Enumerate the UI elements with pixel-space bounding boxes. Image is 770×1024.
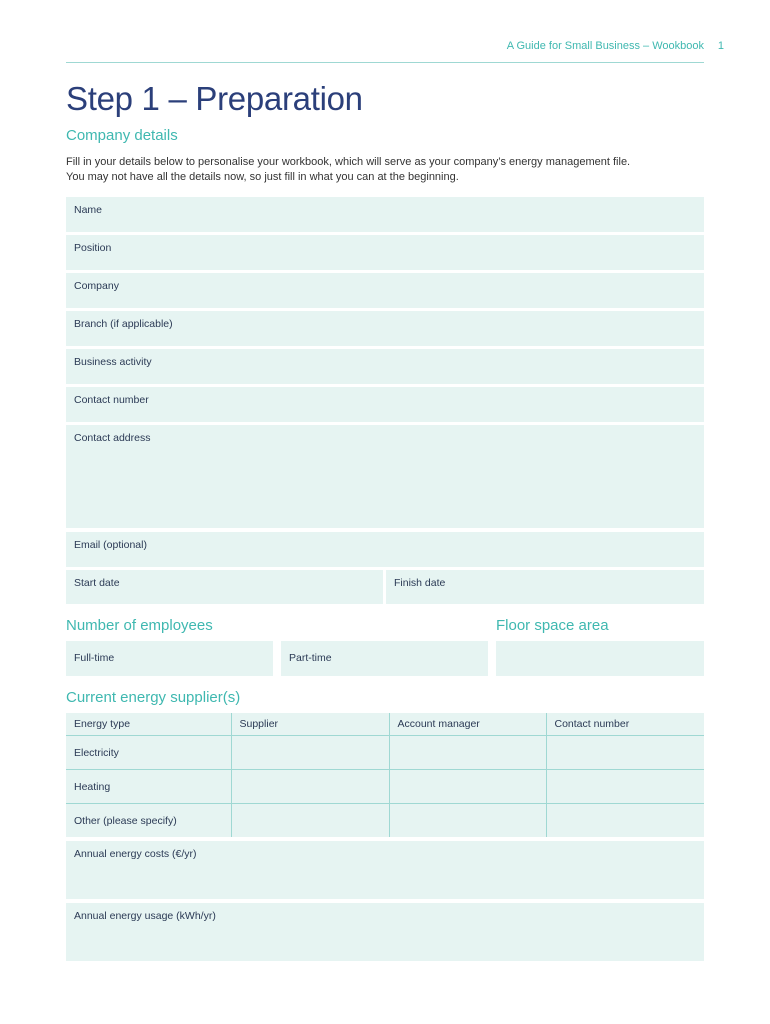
annual-usage-field[interactable] [66,903,704,961]
annual-usage-label: Annual energy usage (kWh/yr) [74,910,216,922]
company-label: Company [74,280,119,292]
business-activity-label: Business activity [74,356,152,368]
contact-number-field[interactable] [66,387,704,422]
table-cell[interactable] [231,804,389,838]
column-header: Contact number [546,713,704,736]
intro-line-2: You may not have all the details now, so just fill in what you can at the beginning. [66,171,459,183]
contact-number-label: Contact number [74,394,149,406]
contact-address-label: Contact address [74,432,151,444]
email-label: Email (optional) [74,539,147,551]
employees-heading: Number of employees [66,617,213,634]
name-label: Name [74,204,103,216]
table-row [66,736,704,770]
company-field[interactable] [66,273,704,308]
header-divider [66,62,704,63]
table-row [66,804,704,838]
table-cell[interactable] [546,804,704,838]
position-label: Position [74,242,112,254]
finish-date-field[interactable] [386,570,704,604]
table-cell[interactable] [231,736,389,770]
page-number: 1 [717,40,724,52]
floor-space-heading: Floor space area [496,617,609,634]
column-header: Account manager [389,713,546,736]
email-field[interactable] [66,532,704,567]
row-label: Heating [66,770,231,804]
contact-address-field[interactable] [66,425,704,528]
table-cell[interactable] [389,736,546,770]
branch-label: Branch (if applicable) [74,318,173,330]
name-field[interactable] [66,197,704,232]
table-header-row [66,713,704,736]
suppliers-heading: Current energy supplier(s) [66,689,241,706]
full-time-field[interactable] [66,641,273,676]
table-cell[interactable] [546,770,704,804]
full-time-label: Full-time [74,652,115,664]
row-label: Other (please specify) [66,804,231,838]
row-label: Electricity [66,736,231,770]
company-details-heading: Company details [66,127,178,144]
start-date-field[interactable] [66,570,383,604]
table-cell[interactable] [389,770,546,804]
finish-date-label: Finish date [394,577,446,589]
table-row [66,770,704,804]
floor-space-field[interactable] [496,641,704,676]
branch-field[interactable] [66,311,704,346]
business-activity-field[interactable] [66,349,704,384]
column-header: Energy type [66,713,231,736]
position-field[interactable] [66,235,704,270]
table-cell[interactable] [389,804,546,838]
start-date-label: Start date [74,577,120,589]
page-title: Step 1 – Preparation [66,80,363,117]
column-header: Supplier [231,713,389,736]
annual-costs-field[interactable] [66,841,704,899]
part-time-label: Part-time [289,652,332,664]
part-time-field[interactable] [281,641,488,676]
intro-text [66,155,704,185]
table-cell[interactable] [231,770,389,804]
table-cell[interactable] [546,736,704,770]
intro-line-1: Fill in your details below to personalise your workbook, which will serve as your company’s energy management file. [66,156,631,168]
running-header: A Guide for Small Business – Wookbook [506,40,704,52]
annual-costs-label: Annual energy costs (€/yr) [74,848,197,860]
suppliers-table [66,713,704,837]
